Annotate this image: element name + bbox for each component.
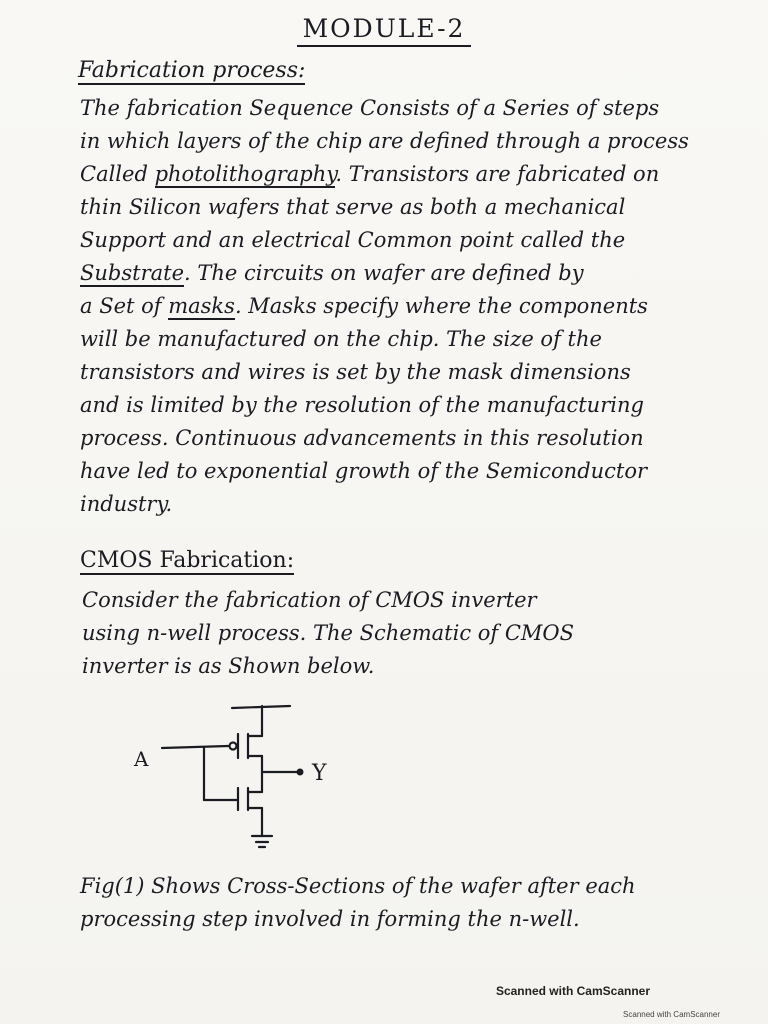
section-heading-fabrication — [78, 58, 305, 83]
paragraph-fabrication — [80, 92, 740, 521]
paragraph-cmos — [82, 584, 742, 683]
output-terminal-dot — [297, 769, 304, 776]
text-line: processing step involved in forming the n-well. — [80, 907, 580, 931]
text-segment: . The circuits on wafer are defined by — [184, 261, 584, 285]
text-segment: a Set of — [80, 294, 169, 318]
section-heading-cmos-fabrication — [80, 548, 294, 573]
section-heading-cmos-fabrication-text: CMOS Fabrication: — [80, 548, 295, 573]
text-line: process. Continuous advancements in this resolution — [80, 426, 644, 450]
text-line: and is limited by the resolution of the manufacturing — [80, 393, 644, 417]
page-title-text: MODULE-2 — [297, 14, 472, 47]
cmos-inverter-schematic — [120, 696, 360, 866]
text-line: will be manufactured on the chip. The size of the — [80, 327, 602, 351]
camscanner-watermark-small: Scanned with CamScanner — [623, 1010, 720, 1019]
text-line — [80, 290, 740, 323]
text-line: industry. — [80, 492, 173, 516]
text-line: Support and an electrical Common point called the — [80, 228, 626, 252]
input-label: A — [134, 747, 149, 771]
text-line: transistors and wires is set by the mask dimensions — [80, 360, 631, 384]
text-line: Consider the fabrication of CMOS inverter — [82, 588, 537, 612]
paragraph-figure-caption — [80, 870, 740, 936]
text-line: thin Silicon wafers that serve as both a mechanical — [80, 195, 626, 219]
text-line: in which layers of the chip are defined through a process — [80, 129, 689, 153]
text-line: inverter is as Shown below. — [82, 654, 375, 678]
camscanner-watermark: Scanned with CamScanner — [495, 984, 650, 998]
text-segment: . Transistors are fabricated on — [335, 162, 660, 186]
text-line — [80, 257, 740, 290]
text-line — [80, 158, 740, 191]
text-line: Fig(1) Shows Cross-Sections of the wafer after each — [80, 874, 636, 898]
text-line: The fabrication Sequence Consists of a Series of steps — [80, 96, 660, 120]
output-label: Y — [312, 761, 327, 786]
pmos-bubble — [230, 743, 237, 750]
underlined-term-masks: masks — [168, 294, 235, 318]
input-wire — [162, 746, 228, 748]
underlined-term-substrate: Substrate — [80, 261, 184, 285]
section-heading-fabrication-text: Fabrication process: — [78, 58, 306, 83]
text-segment: . Masks specify where the components — [234, 294, 648, 318]
text-line: have led to exponential growth of the Semiconductor — [80, 459, 648, 483]
text-segment: Called — [80, 162, 155, 186]
underlined-term-photolithography: photolithography — [154, 162, 336, 186]
text-line: using n-well process. The Schematic of CMOS — [82, 621, 575, 645]
page-title — [0, 14, 768, 43]
